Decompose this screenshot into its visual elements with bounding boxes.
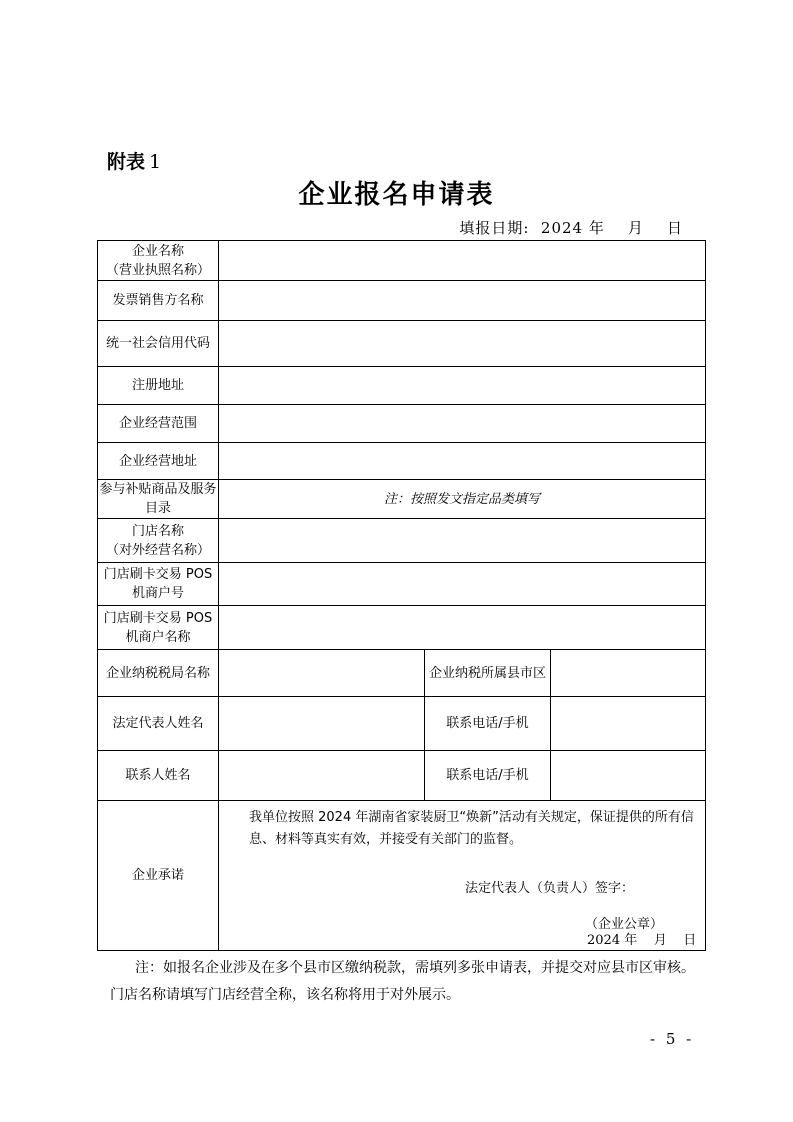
pledge-text: 我单位按照 2024 年湖南省家装厨卫“焕新”活动有关规定，保证提供的所有信息、材料等真实有效，并接受有关部门的监督。 bbox=[249, 810, 694, 847]
label-contact: 联系人姓名 bbox=[98, 751, 219, 801]
label-pos-id: 门店刷卡交易 POS 机商户号 bbox=[98, 563, 219, 606]
page-number: - 5 - bbox=[650, 1030, 695, 1048]
label-phone-2: 联系电话/手机 bbox=[425, 751, 551, 801]
field-phone-1[interactable] bbox=[551, 697, 706, 751]
field-invoice-seller[interactable] bbox=[219, 281, 706, 321]
field-pos-id[interactable] bbox=[219, 563, 706, 606]
label-credit-code: 统一社会信用代码 bbox=[98, 321, 219, 367]
label-legal-rep: 法定代表人姓名 bbox=[98, 697, 219, 751]
field-contact[interactable] bbox=[219, 751, 425, 801]
form-title: 企业报名申请表 bbox=[298, 180, 495, 210]
seal-label: （企业公章） bbox=[585, 917, 664, 932]
signature-label: 法定代表人（负责人）签字： bbox=[465, 881, 635, 896]
label-biz-address: 企业经营地址 bbox=[98, 443, 219, 480]
pledge-date: 2024 年 月 日 bbox=[587, 933, 697, 948]
field-tax-bureau[interactable] bbox=[219, 650, 425, 697]
field-biz-scope[interactable] bbox=[219, 405, 706, 443]
label-store-name: 门店名称 （对外经营名称） bbox=[98, 519, 219, 563]
field-pos-name[interactable] bbox=[219, 606, 706, 650]
label-goods-catalog: 参与补贴商品及服务目录 bbox=[98, 480, 219, 519]
label-company-name: 企业名称 （营业执照名称） bbox=[98, 241, 219, 281]
pledge-cell bbox=[219, 801, 706, 951]
field-tax-district[interactable] bbox=[551, 650, 706, 697]
attachment-label bbox=[107, 147, 161, 174]
field-reg-address[interactable] bbox=[219, 367, 706, 405]
label-pos-name: 门店刷卡交易 POS 机商户名称 bbox=[98, 606, 219, 650]
footnote: 注：如报名企业涉及在多个县市区缴纳税款，需填列多张申请表，并提交对应县市区审核。门店名称请填写门店经营全称，该名称将用于对外展示。 bbox=[110, 960, 695, 1003]
application-form-table bbox=[97, 240, 706, 951]
label-reg-address: 注册地址 bbox=[98, 367, 219, 405]
field-credit-code[interactable] bbox=[219, 321, 706, 367]
label-phone-1: 联系电话/手机 bbox=[425, 697, 551, 751]
label-tax-bureau: 企业纳税税局名称 bbox=[98, 650, 219, 697]
attachment-label-text: 附表 bbox=[107, 151, 146, 173]
attachment-number: 1 bbox=[149, 151, 162, 173]
field-company-name[interactable] bbox=[219, 241, 706, 281]
field-store-name[interactable] bbox=[219, 519, 706, 563]
label-biz-scope: 企业经营范围 bbox=[98, 405, 219, 443]
field-goods-catalog[interactable]: 注：按照发文指定品类填写 bbox=[219, 480, 706, 519]
fill-date-line: 填报日期: 2024 年 月 日 bbox=[459, 219, 683, 237]
label-tax-district: 企业纳税所属县市区 bbox=[425, 650, 551, 697]
label-pledge: 企业承诺 bbox=[98, 801, 219, 951]
label-invoice-seller: 发票销售方名称 bbox=[98, 281, 219, 321]
field-phone-2[interactable] bbox=[551, 751, 706, 801]
field-biz-address[interactable] bbox=[219, 443, 706, 480]
field-legal-rep[interactable] bbox=[219, 697, 425, 751]
